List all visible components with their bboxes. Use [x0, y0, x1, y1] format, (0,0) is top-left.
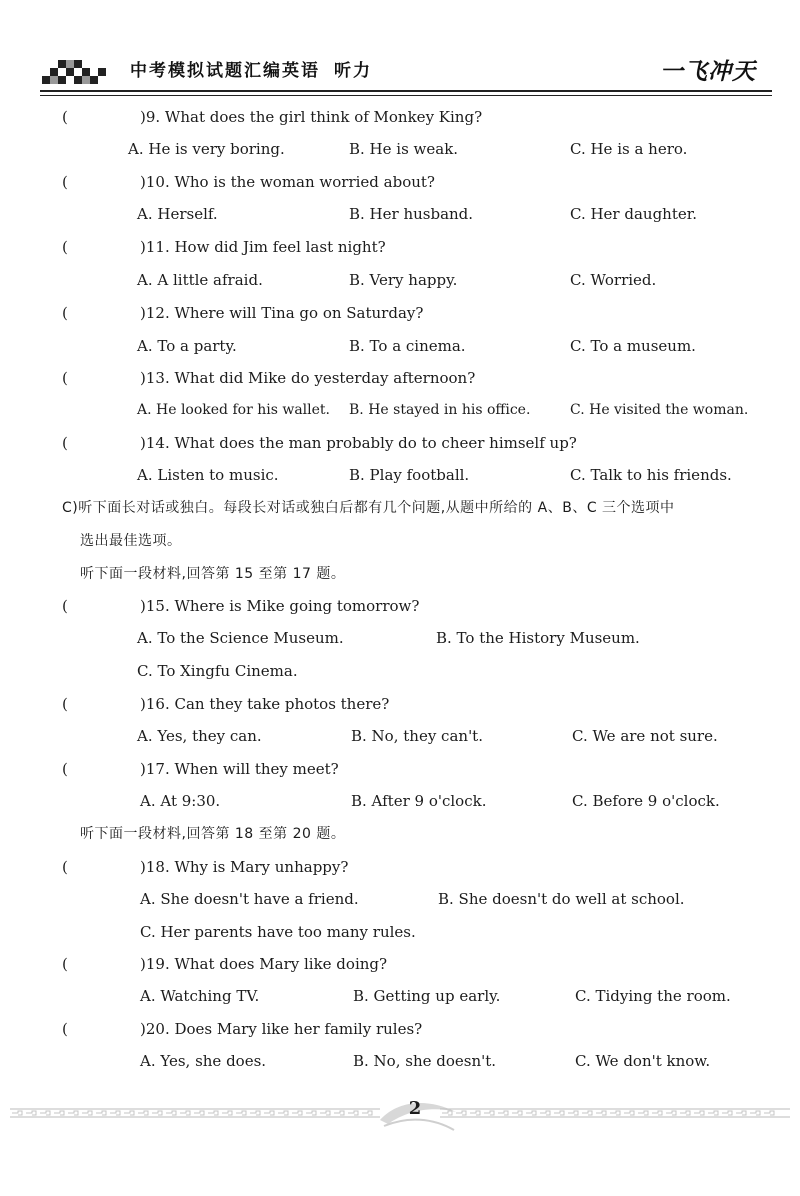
footer-border-decoration-icon	[440, 1108, 790, 1118]
header-rule	[40, 90, 772, 98]
checkerboard-logo-icon	[40, 58, 108, 88]
option-b: B. She doesn't do well at school.	[438, 890, 685, 908]
answer-blank-11[interactable]: (	[62, 238, 68, 256]
question-16	[62, 694, 389, 714]
answer-blank-16[interactable]: (	[62, 695, 68, 713]
question-14	[62, 433, 577, 453]
answer-blank-18[interactable]: (	[62, 858, 68, 876]
page-number: 2	[408, 1098, 422, 1119]
question-19	[62, 954, 387, 974]
option-b: B. Getting up early.	[353, 987, 501, 1005]
option-b: B. He stayed in his office.	[349, 402, 531, 418]
option-b: B. No, they can't.	[351, 727, 483, 745]
section-c-instruction: C)听下面长对话或独白。每段长对话或独白后都有几个问题,从题中所给的 A、B、C 三个选项中	[62, 500, 675, 516]
option-b: B. To the History Museum.	[436, 629, 640, 647]
question-stem: )13. What did Mike do yesterday afternoon?	[140, 369, 476, 387]
book-title	[130, 56, 372, 81]
question-18	[62, 857, 348, 877]
question-10	[62, 172, 435, 192]
option-b: B. To a cinema.	[349, 337, 466, 355]
answer-blank-12[interactable]: (	[62, 304, 68, 322]
option-b: B. Her husband.	[349, 205, 474, 223]
option-a: A. At 9:30.	[140, 792, 221, 810]
option-c: C. Her parents have too many rules.	[140, 923, 416, 941]
question-15	[62, 596, 419, 616]
question-stem: )11. How did Jim feel last night?	[140, 238, 386, 256]
option-c: C. Worried.	[570, 271, 657, 289]
answer-blank-15[interactable]: (	[62, 597, 68, 615]
book-title-main: 中考模拟试题汇编英语	[130, 61, 320, 81]
question-stem: )19. What does Mary like doing?	[140, 955, 388, 973]
answer-blank-17[interactable]: (	[62, 760, 68, 778]
option-b: B. No, she doesn't.	[353, 1052, 497, 1070]
option-c: C. To Xingfu Cinema.	[137, 662, 298, 680]
answer-blank-20[interactable]: (	[62, 1020, 68, 1038]
question-stem: )12. Where will Tina go on Saturday?	[140, 304, 424, 322]
option-c: C. Tidying the room.	[575, 987, 731, 1005]
brand-logo: 一飞冲天	[660, 59, 756, 85]
question-17	[62, 759, 339, 779]
question-stem: )17. When will they meet?	[140, 760, 339, 778]
option-a: A. Watching TV.	[140, 987, 260, 1005]
option-c: C. Talk to his friends.	[570, 466, 732, 484]
question-9	[62, 107, 482, 127]
option-a: A. Yes, they can.	[137, 727, 262, 745]
question-20	[62, 1019, 422, 1039]
answer-blank-19[interactable]: (	[62, 955, 68, 973]
book-title-sub: 听力	[334, 61, 372, 81]
question-13	[62, 368, 475, 388]
answer-blank-13[interactable]: (	[62, 369, 68, 387]
question-stem: )14. What does the man probably do to cheer himself up?	[140, 434, 577, 452]
option-a: A. Herself.	[137, 205, 218, 223]
question-stem: )15. Where is Mike going tomorrow?	[140, 597, 420, 615]
page-header	[0, 0, 800, 100]
option-b: B. Play football.	[349, 466, 470, 484]
option-a: A. A little afraid.	[137, 271, 263, 289]
material-heading-1: 听下面一段材料,回答第 15 至第 17 题。	[80, 566, 346, 582]
option-b: B. He is weak.	[349, 140, 459, 158]
answer-blank-14[interactable]: (	[62, 434, 68, 452]
option-c: C. Her daughter.	[570, 205, 698, 223]
question-stem: )18. Why is Mary unhappy?	[140, 858, 349, 876]
option-a: A. She doesn't have a friend.	[140, 890, 359, 908]
question-stem: )9. What does the girl think of Monkey King?	[140, 108, 483, 126]
question-stem: )10. Who is the woman worried about?	[140, 173, 435, 191]
option-c: C. We are not sure.	[572, 727, 718, 745]
option-a: A. To the Science Museum.	[137, 629, 344, 647]
page-footer	[0, 1090, 800, 1150]
answer-blank-10[interactable]: (	[62, 173, 68, 191]
footer-border-decoration-icon	[10, 1108, 380, 1118]
option-c: C. He visited the woman.	[570, 402, 749, 418]
option-c: C. He is a hero.	[570, 140, 688, 158]
section-c-instruction-cont: 选出最佳选项。	[80, 533, 182, 549]
question-stem: )16. Can they take photos there?	[140, 695, 390, 713]
option-c: C. We don't know.	[575, 1052, 711, 1070]
option-a: A. He looked for his wallet.	[137, 402, 330, 418]
option-c: C. To a museum.	[570, 337, 696, 355]
material-heading-2: 听下面一段材料,回答第 18 至第 20 题。	[80, 826, 346, 842]
answer-blank-9[interactable]: (	[62, 108, 68, 126]
question-12	[62, 303, 423, 323]
option-a: A. Yes, she does.	[140, 1052, 267, 1070]
question-stem: )20. Does Mary like her family rules?	[140, 1020, 423, 1038]
option-a: A. Listen to music.	[137, 466, 279, 484]
option-a: A. To a party.	[137, 337, 237, 355]
option-a: A. He is very boring.	[128, 140, 285, 158]
option-c: C. Before 9 o'clock.	[572, 792, 720, 810]
option-b: B. After 9 o'clock.	[351, 792, 487, 810]
question-11	[62, 237, 386, 257]
option-b: B. Very happy.	[349, 271, 458, 289]
